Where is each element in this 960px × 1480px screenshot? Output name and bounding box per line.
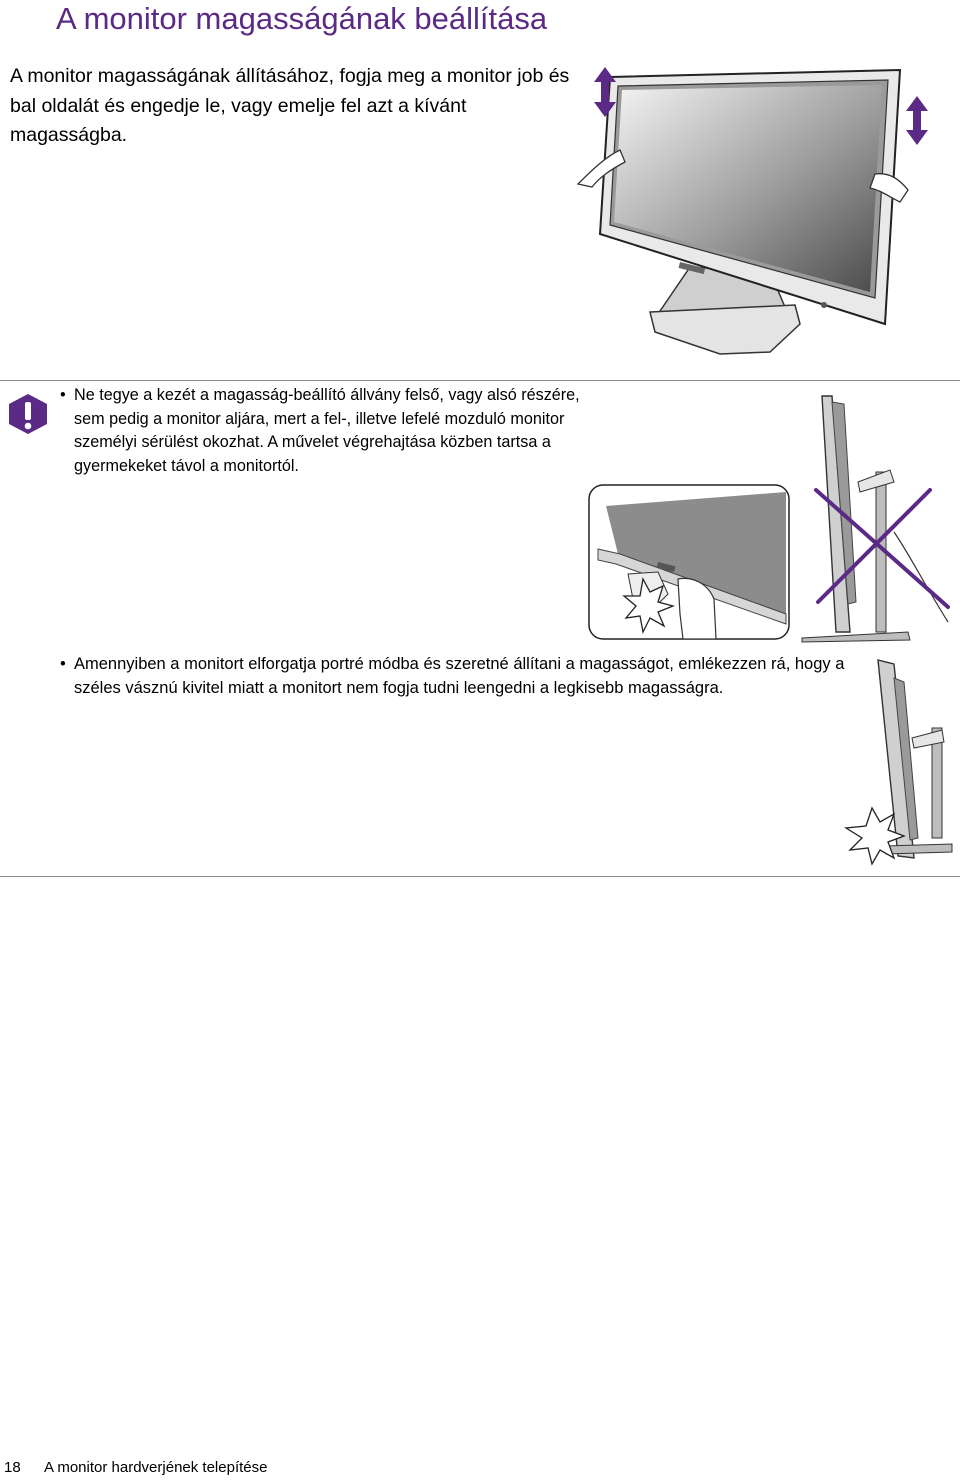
page-number: 18 bbox=[4, 1459, 21, 1476]
page-footer bbox=[4, 1458, 267, 1478]
section-divider bbox=[0, 876, 960, 877]
bullet: • bbox=[60, 655, 66, 673]
hand-pinch-illustration bbox=[588, 484, 792, 642]
section-divider bbox=[0, 380, 960, 381]
footer-section-title: A monitor hardverjének telepítése bbox=[44, 1459, 268, 1476]
warning-text: Ne tegye a kezét a magasság-beállító állvány felső, vagy alsó részére, sem pedig a monitor aljára, mert a fel-, illetve lefelé mozduló monitor személyi sérülést okozhat. A művelet végrehajtása közben tartsa a gyermekeket távol a monitortól. bbox=[74, 386, 580, 475]
page-title: A monitor magasságának beállítása bbox=[56, 1, 548, 36]
portrait-side-view-illustration bbox=[842, 658, 954, 868]
note-text: Amennyiben a monitort elforgatja portré módba és szeretné állítani a magasságot, emlékezzen rá, hogy a széles vásznú kivitel miatt a monitort nem fogja tudni leengedni a legkisebb magasságra. bbox=[74, 655, 845, 697]
portrait-mode-note bbox=[60, 652, 860, 700]
warning-note bbox=[60, 384, 580, 478]
side-view-crossed-illustration bbox=[798, 392, 958, 642]
intro-paragraph: A monitor magasságának állításához, fogja meg a monitor job és bal oldalát és engedje le, vagy emelje fel azt a kívánt magasságba. bbox=[10, 65, 570, 146]
exclamation-icon bbox=[8, 393, 48, 435]
bullet: • bbox=[60, 386, 66, 404]
monitor-height-illustration bbox=[570, 62, 950, 362]
